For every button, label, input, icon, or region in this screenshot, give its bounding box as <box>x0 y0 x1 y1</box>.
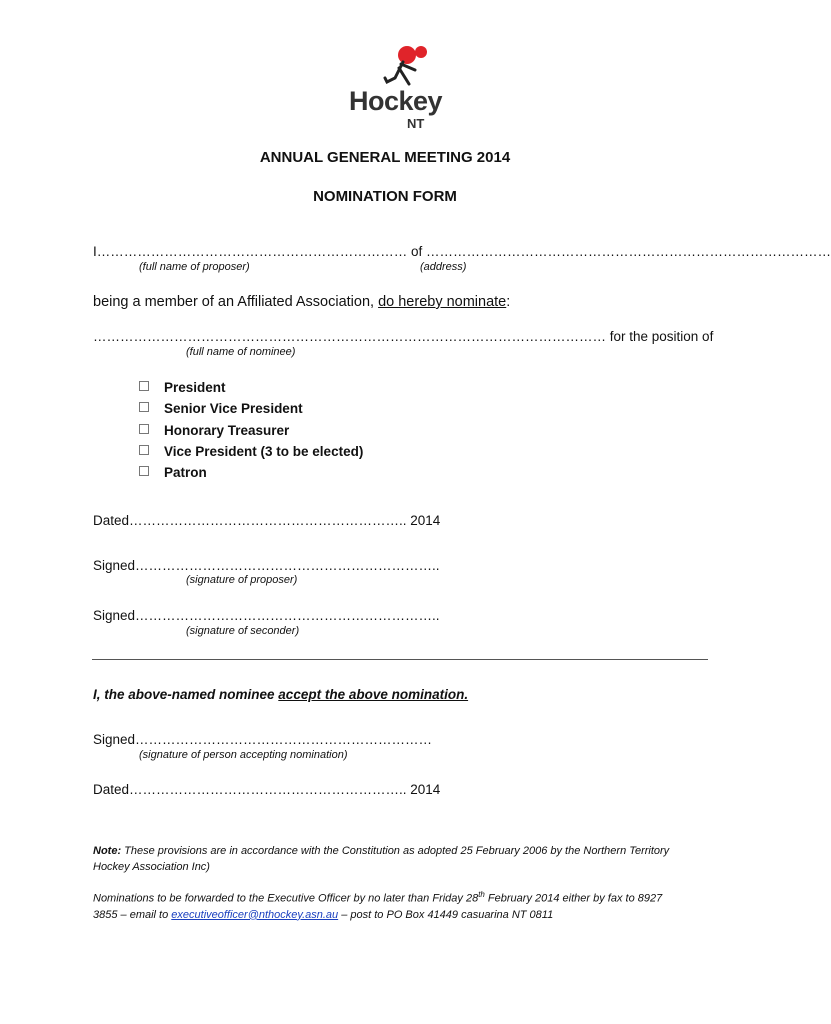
forwarding-text-3: – post to PO Box 41449 casuarina NT 0811 <box>338 908 554 921</box>
dated-field-1[interactable]: Dated…………………………………………………….. 2014 <box>93 513 441 528</box>
member-statement-text: being a member of an Affiliated Association, <box>93 294 379 310</box>
logo-wordmark: Hockey <box>349 86 443 116</box>
hockey-nt-logo <box>345 44 455 132</box>
email-link[interactable]: executiveofficer@nthockey.asn.au <box>171 908 339 921</box>
checkbox-icon[interactable] <box>139 466 149 476</box>
member-statement <box>93 294 510 310</box>
note-label: Note: <box>93 845 122 857</box>
nominee-name-field[interactable]: …………………………………………………………………………………………………… <box>93 329 606 344</box>
position-option-patron[interactable] <box>139 465 207 480</box>
member-statement-underlined: do hereby nominate <box>378 294 507 310</box>
section-divider <box>92 659 708 660</box>
member-statement-end: : <box>506 294 511 310</box>
acceptance-underlined: accept the above nomination. <box>278 687 469 702</box>
nominee-line-end: for the position of <box>606 329 714 344</box>
caption-address: (address) <box>420 261 467 273</box>
signed-proposer-field[interactable]: Signed………………………………………………………….. <box>93 558 440 573</box>
position-label: Honorary Treasurer <box>164 423 290 438</box>
hockey-player-logo-icon <box>373 44 433 88</box>
caption-signature-nominee: (signature of person accepting nomination) <box>139 749 348 761</box>
forwarding-text-2: February 2014 either by fax to 8927 3855 – email to <box>93 892 663 921</box>
proposer-line[interactable] <box>93 244 831 259</box>
checkbox-icon[interactable] <box>139 381 149 391</box>
position-label: Patron <box>164 465 207 480</box>
form-subtitle: NOMINATION FORM <box>313 188 457 205</box>
caption-signature-seconder: (signature of seconder) <box>186 625 300 637</box>
acceptance-text: I, the above-named nominee <box>93 687 279 702</box>
caption-nominee-name: (full name of nominee) <box>186 346 296 358</box>
position-option-president[interactable] <box>139 380 226 395</box>
page-title: ANNUAL GENERAL MEETING 2014 <box>259 149 511 166</box>
logo-sub-wordmark: NT <box>407 116 425 131</box>
caption-proposer-name: (full name of proposer) <box>139 261 250 273</box>
caption-signature-proposer: (signature of proposer) <box>186 574 298 586</box>
position-label: Senior Vice President <box>164 401 303 416</box>
position-option-senior-vice-president[interactable] <box>139 401 303 416</box>
nominee-line[interactable] <box>93 329 713 344</box>
forwarding-instructions <box>93 887 683 923</box>
constitution-note <box>93 843 683 875</box>
checkbox-icon[interactable] <box>139 424 149 434</box>
position-label: Vice President (3 to be elected) <box>164 444 364 459</box>
position-option-vice-president[interactable] <box>139 444 363 459</box>
checkbox-icon[interactable] <box>139 445 149 455</box>
note-text: These provisions are in accordance with the Constitution as adopted 25 February 2006 by the Northern Territory Hockey Association Inc) <box>93 845 670 873</box>
forwarding-text-1: Nominations to be forwarded to the Executive Officer by no later than Friday 28 <box>93 892 479 905</box>
forwarding-superscript: th <box>478 890 485 899</box>
dated-field-2[interactable]: Dated…………………………………………………….. 2014 <box>93 782 441 797</box>
signed-nominee-field[interactable]: Signed………………………………………………………… <box>93 732 433 747</box>
signed-seconder-field[interactable]: Signed………………………………………………………….. <box>93 608 440 623</box>
proposer-address-field[interactable]: of ……………………………………………………………………………… <box>407 244 831 259</box>
position-option-honorary-treasurer[interactable] <box>139 423 289 438</box>
checkbox-icon[interactable] <box>139 402 149 412</box>
position-label: President <box>164 380 226 395</box>
proposer-name-field[interactable]: I…………………………………………………………… <box>93 244 408 259</box>
acceptance-statement <box>93 687 468 702</box>
